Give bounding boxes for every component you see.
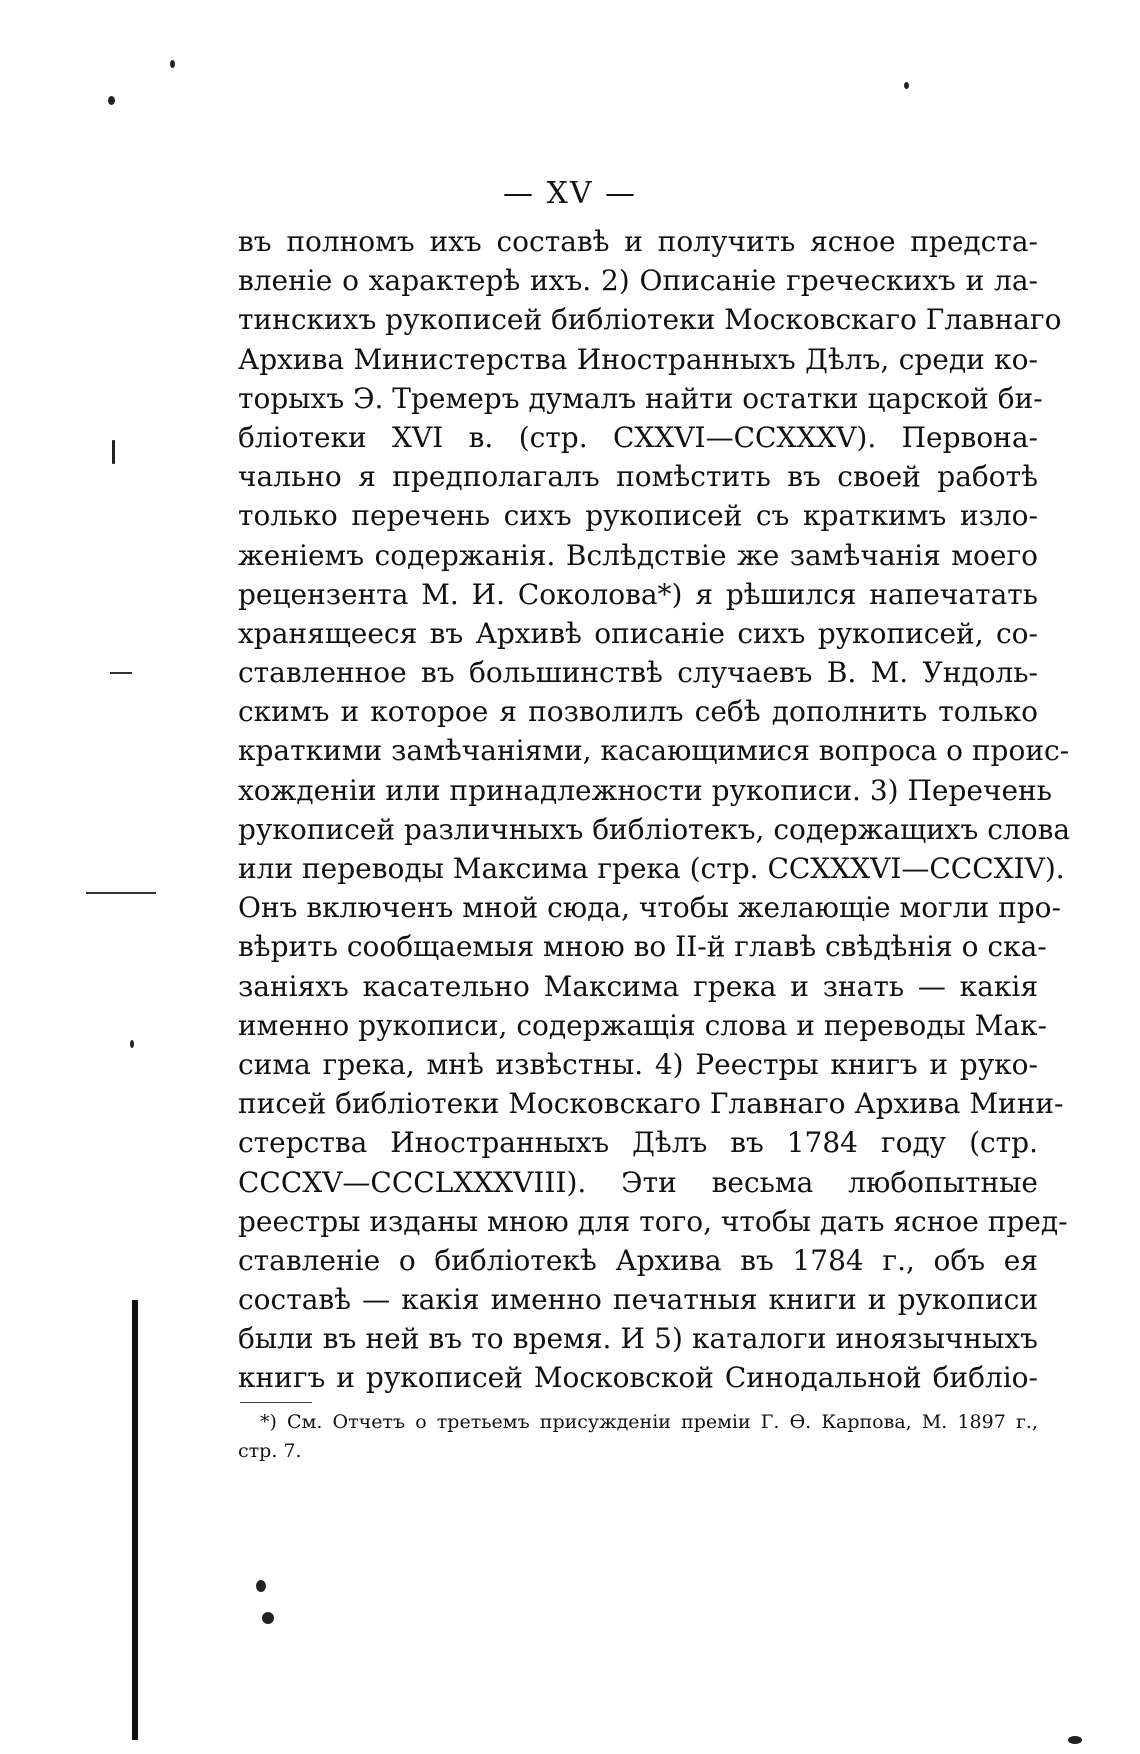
text-line: стерства Иностранныхъ Дѣлъ въ 1784 году (стр. [238, 1126, 1038, 1160]
text-line: краткими замѣчаніями, касающимися вопроса о проис- [238, 734, 1070, 768]
text-line: книгъ и рукописей Московской Синодальной библіо- [238, 1361, 1038, 1395]
scan-artifact-speck [1068, 1736, 1082, 1744]
text-line: ставленное въ большинствѣ случаевъ В. М. Ундоль- [238, 656, 1038, 690]
text-line: только перечень сихъ рукописей съ краткимъ изло- [238, 499, 1038, 533]
text-line: чально я предполагалъ помѣстить въ своей работѣ [238, 460, 1038, 494]
text-line: составѣ — какія именно печатныя книги и рукописи [238, 1283, 1038, 1317]
text-line: вленіе о характерѣ ихъ. 2) Описаніе греческихъ и ла- [238, 264, 1038, 298]
text-line: въ полномъ ихъ составѣ и получить ясное предста- [238, 225, 1038, 258]
scan-artifact-speck [170, 60, 175, 68]
text-line: сима грека, мнѣ извѣстны. 4) Реестры книгъ и руко- [238, 1047, 1038, 1081]
text-line: хранящееся въ Архивѣ описаніе сихъ рукописей, со- [238, 616, 1038, 650]
text-line: тинскихъ рукописей библіотеки Московскаго Главнаго [238, 303, 1062, 337]
text-line: реестры изданы мною для того, чтобы дать ясное пред- [238, 1204, 1068, 1238]
scan-artifact-speck [256, 1580, 266, 1592]
footnote-rule [240, 1402, 312, 1403]
text-line: рукописей различныхъ библіотекъ, содержащихъ слова [238, 812, 1071, 846]
text-line: вѣрить сообщаемыя мною во II-й главѣ свѣдѣнія о ска- [238, 930, 1047, 964]
scan-artifact-speck [262, 1612, 274, 1624]
text-line: Архива Министерства Иностранныхъ Дѣлъ, среди ко- [238, 342, 1038, 376]
footnote-line: *) См. Отчетъ о третьемъ присужденіи преміи Г. Ѳ. Карпова, М. 1897 г., [260, 1411, 1038, 1433]
text-line: были въ ней въ то время. И 5) каталоги иноязычныхъ [238, 1322, 1038, 1356]
footnote-line: стр. 7. [238, 1440, 302, 1462]
scan-artifact-speck [904, 82, 909, 89]
scan-artifact-dash [86, 892, 156, 894]
text-line: CCCXV—CCCLXXXVIII). Эти весьма любопытные [238, 1165, 1038, 1199]
text-line: хожденіи или принадлежности рукописи. 3) Перечень [238, 773, 1052, 807]
scan-binding-edge [132, 1300, 138, 1740]
text-line: торыхъ Э. Тремеръ думалъ найти остатки царской би- [238, 381, 1043, 415]
text-line: ставленіе о библіотекѣ Архива въ 1784 г., объ ея [238, 1243, 1038, 1277]
text-line: заніяхъ касательно Максима грека и знать — какія [238, 969, 1038, 1003]
body-text [238, 222, 1071, 1398]
footnote [238, 1408, 1038, 1466]
text-line: бліотеки XVI в. (стр. CXXVI—CCXXXV). Первона- [238, 420, 1038, 454]
scan-artifact-speck [112, 440, 115, 464]
scan-artifact-speck [130, 1040, 134, 1048]
scan-artifact-speck [108, 96, 115, 105]
text-line: скимъ и которое я позволилъ себѣ дополнить только [238, 695, 1038, 729]
text-line: или переводы Максима грека (стр. CCXXXVI—CCCXIV). [238, 852, 1065, 885]
text-line: женіемъ содержанія. Вслѣдствіе же замѣчанія моего [238, 538, 1038, 572]
text-line: писей библіотеки Московскаго Главнаго Архива Мини- [238, 1087, 1064, 1121]
page-number: — XV — [502, 176, 638, 211]
text-line: именно рукописи, содержащія слова и переводы Мак- [238, 1008, 1047, 1042]
scan-artifact-dash [110, 672, 132, 674]
text-line: Онъ включенъ мной сюда, чтобы желающіе могли про- [238, 891, 1061, 925]
text-line: рецензента М. И. Соколова*) я рѣшился напечатать [238, 577, 1038, 611]
